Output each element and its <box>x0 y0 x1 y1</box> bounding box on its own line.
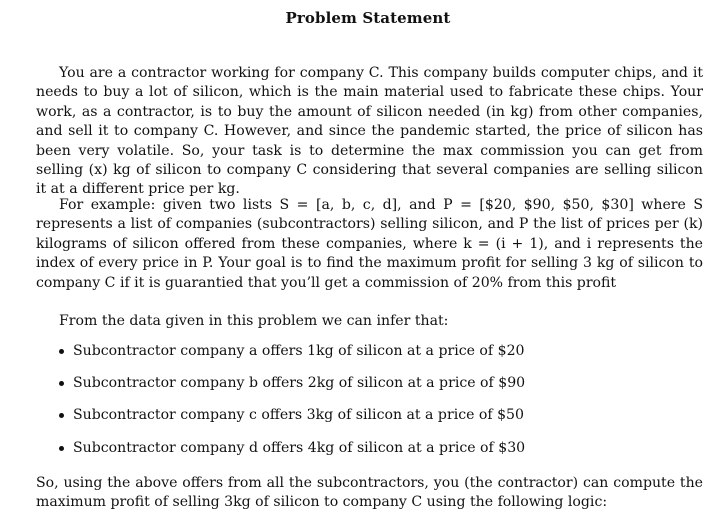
page-title: Problem Statement <box>285 9 451 27</box>
inference-lead-paragraph: From the data given in this problem we can infer that: <box>59 313 449 329</box>
example-paragraph: For example: given two lists S = [a, b, c, d], and P = [$20, $90, $50, $30] where S represents a list of companies (subcontractors) selling silicon, and P the list of prices per (k) kilograms of silicon offered from these companies, where k = (i + 1), and i represents the index of every price in P. Your goal is to find the maximum profit for selling 3 kg of silicon to company C if it is guarantied that you’ll get a commission of 20% from this profit <box>36 197 703 291</box>
bullet-dot-icon <box>59 413 64 418</box>
logic-lead-paragraph: So, using the above offers from all the subcontractors, you (the contractor) can compute the maximum profit of selling 3kg of silicon to company C using the following logic: <box>36 475 703 511</box>
bullet-dot-icon <box>59 381 64 386</box>
list-item: Subcontractor company c offers 3kg of silicon at a price of $50 <box>55 406 525 438</box>
bullet-dot-icon <box>59 446 64 451</box>
bullet-dot-icon <box>59 349 64 354</box>
subcontractor-offer-list <box>55 342 525 471</box>
list-item: Subcontractor company d offers 4kg of silicon at a price of $30 <box>55 439 525 471</box>
list-item: Subcontractor company a offers 1kg of silicon at a price of $20 <box>55 342 525 374</box>
list-item: Subcontractor company b offers 2kg of silicon at a price of $90 <box>55 374 525 406</box>
intro-paragraph: You are a contractor working for company C. This company builds computer chips, and it needs to buy a lot of silicon, which is the main material used to fabricate these chips. Your work, as a contractor, is to buy the amount of silicon needed (in kg) from other companies, and sell it to company C. However, and since the pandemic started, the price of silicon has been very volatile. So, your task is to determine the max commission you can get from selling (x) kg of silicon to company C considering that several companies are selling silicon it at a different price per kg. <box>36 65 703 198</box>
